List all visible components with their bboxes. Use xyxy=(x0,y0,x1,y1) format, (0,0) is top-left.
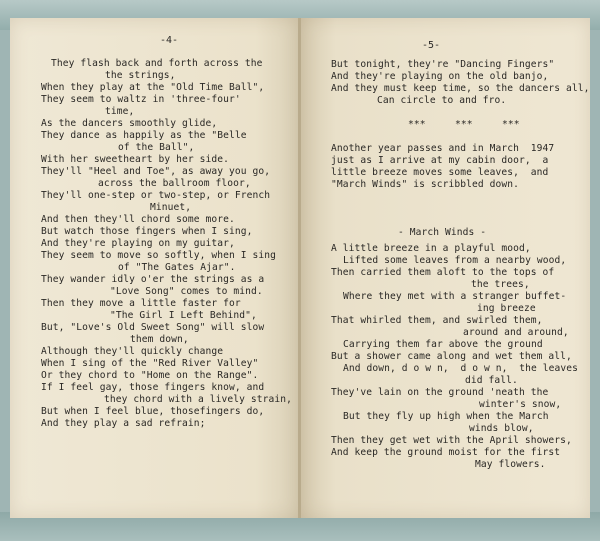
text-line: They'll one-step or two-step, or French xyxy=(41,190,271,201)
text-line: But tonight, they're "Dancing Fingers" xyxy=(331,59,555,70)
text-line: Can circle to and fro. xyxy=(377,95,507,106)
text-line: across the ballroom floor, xyxy=(98,178,251,189)
text-line: winter's snow, xyxy=(479,399,562,410)
text-line: May flowers. xyxy=(475,459,546,470)
text-line: They seem to waltz in 'three-four' xyxy=(41,94,241,105)
text-line: them down, xyxy=(130,334,189,345)
text-line: winds blow, xyxy=(469,423,534,434)
text-line: They'll "Heel and Toe", as away you go, xyxy=(41,166,271,177)
text-line: they chord with a lively strain, xyxy=(104,394,293,405)
text-line: They flash back and forth across the xyxy=(51,58,263,69)
text-line: But, "Love's Old Sweet Song" will slow xyxy=(41,322,265,333)
text-line: just as I arrive at my cabin door, a xyxy=(331,155,549,166)
left-page xyxy=(10,18,299,518)
text-line: And they're playing on my guitar, xyxy=(41,238,235,249)
text-line: Although they'll quickly change xyxy=(41,346,224,357)
text-line: Then they move a little faster for xyxy=(41,298,241,309)
text-line: Then carried them aloft to the tops of xyxy=(331,267,555,278)
right-page xyxy=(301,18,590,518)
text-line: Another year passes and in March 1947 xyxy=(331,143,555,154)
text-line: Lifted some leaves from a nearby wood, xyxy=(343,255,567,266)
text-line: They seem to move so softly, when I sing xyxy=(41,250,277,261)
text-line: And then they'll chord some more. xyxy=(41,214,235,225)
text-line: the strings, xyxy=(105,70,176,81)
text-line: Or they chord to "Home on the Range". xyxy=(41,370,259,381)
text-line: When I sing of the "Red River Valley" xyxy=(41,358,259,369)
text-line: And they're playing on the old banjo, xyxy=(331,71,549,82)
text-line: A little breeze in a playful mood, xyxy=(331,243,531,254)
text-line: ing breeze xyxy=(477,303,536,314)
text-line: If I feel gay, those fingers know, and xyxy=(41,382,265,393)
text-line: little breeze moves some leaves, and xyxy=(331,167,549,178)
text-line: "March Winds" is scribbled down. xyxy=(331,179,520,190)
text-line: And they play a sad refrain; xyxy=(41,418,206,429)
text-line: As the dancers smoothly glide, xyxy=(41,118,218,129)
text-line: And they must keep time, so the dancers all, xyxy=(331,83,590,94)
text-line: And keep the ground moist for the first xyxy=(331,447,561,458)
text-line: When they play at the "Old Time Ball", xyxy=(41,82,265,93)
text-line: Carrying them far above the ground xyxy=(343,339,543,350)
text-line: of "The Gates Ajar". xyxy=(118,262,236,273)
text-line: around and around, xyxy=(463,327,569,338)
text-line: But watch those fingers when I sing, xyxy=(41,226,253,237)
text-line: the trees, xyxy=(471,279,530,290)
text-line: That whirled them, and swirled them, xyxy=(331,315,543,326)
page-number: -5- xyxy=(422,40,441,51)
text-line: But they fly up high when the March xyxy=(343,411,549,422)
text-line: "The Girl I Left Behind", xyxy=(110,310,257,321)
text-line: They wander idly o'er the strings as a xyxy=(41,274,265,285)
text-line: Then they get wet with the April showers, xyxy=(331,435,572,446)
text-line: With her sweetheart by her side. xyxy=(41,154,230,165)
text-line: Minuet, xyxy=(150,202,192,213)
text-line: of the Ball", xyxy=(118,142,195,153)
poem-title: - March Winds - xyxy=(398,227,487,238)
text-line: But when I feel blue, thosefingers do, xyxy=(41,406,265,417)
page-number: -4- xyxy=(160,35,179,46)
text-line: "Love Song" comes to mind. xyxy=(110,286,263,297)
text-line: They dance as happily as the "Belle xyxy=(41,130,247,141)
text-line: time, xyxy=(105,106,135,117)
text-line: They've lain on the ground 'neath the xyxy=(331,387,549,398)
text-line: But a shower came along and wet them all, xyxy=(331,351,572,362)
text-line: did fall. xyxy=(465,375,518,386)
text-line: Where they met with a stranger buffet- xyxy=(343,291,567,302)
section-separator: *** *** *** xyxy=(408,119,520,130)
text-line: And down, d o w n, d o w n, the leaves xyxy=(343,363,579,374)
